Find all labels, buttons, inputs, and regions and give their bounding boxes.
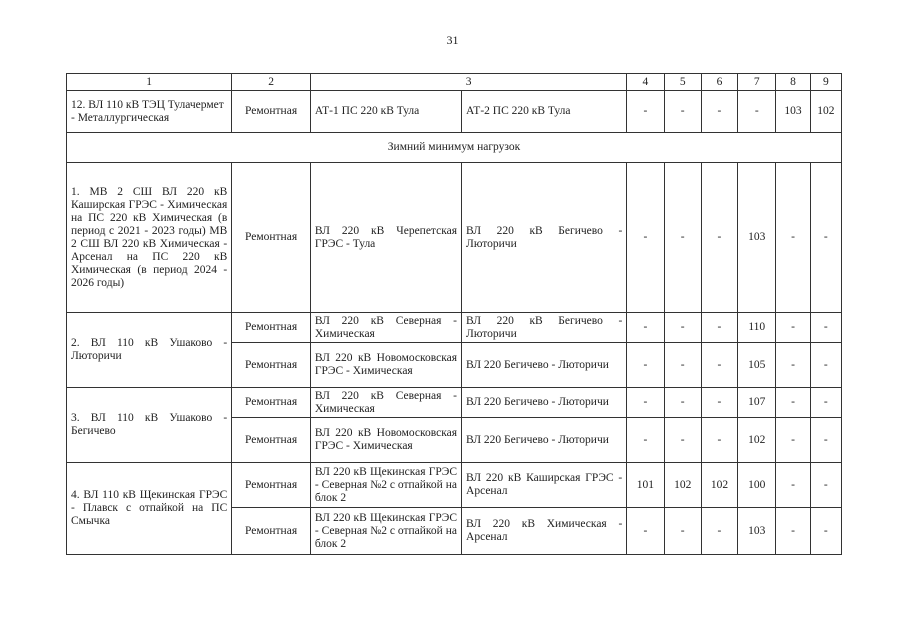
value-cell: - <box>810 388 841 418</box>
column-header: 6 <box>701 74 737 91</box>
scheme-cell: Ремонтная <box>232 508 311 555</box>
section-row <box>67 133 842 163</box>
disconnect-1-cell: АТ-1 ПС 220 кВ Тула <box>310 91 461 133</box>
value-cell: 105 <box>738 343 776 388</box>
value-cell: 102 <box>701 463 737 508</box>
disconnect-1-cell: ВЛ 220 кВ Новомосковская ГРЭС - Химическая <box>310 343 461 388</box>
disconnect-1-cell: ВЛ 220 кВ Щекинская ГРЭС - Северная №2 с отпайкой на блок 2 <box>310 463 461 508</box>
section-title: Зимний минимум нагрузок <box>67 133 842 163</box>
disconnect-1-cell: ВЛ 220 кВ Щекинская ГРЭС - Северная №2 с отпайкой на блок 2 <box>310 508 461 555</box>
value-cell: - <box>664 343 701 388</box>
disconnect-2-cell: ВЛ 220 кВ Бегичево - Люторичи <box>462 313 627 343</box>
value-cell: - <box>627 343 664 388</box>
value-cell: - <box>627 91 664 133</box>
column-header: 4 <box>627 74 664 91</box>
value-cell: 102 <box>810 91 841 133</box>
value-cell: - <box>738 91 776 133</box>
value-cell: - <box>810 163 841 313</box>
value-cell: - <box>776 313 810 343</box>
column-header: 7 <box>738 74 776 91</box>
page-number: 31 <box>446 33 459 47</box>
value-cell: - <box>776 508 810 555</box>
value-cell: - <box>776 418 810 463</box>
scheme-cell: Ремонтная <box>232 463 311 508</box>
value-cell: 101 <box>627 463 664 508</box>
disconnect-2-cell: ВЛ 220 Бегичево - Люторичи <box>462 388 627 418</box>
table-header-row <box>67 74 842 91</box>
disconnect-1-cell: ВЛ 220 кВ Новомосковская ГРЭС - Химическая <box>310 418 461 463</box>
disconnect-2-cell: ВЛ 220 Бегичево - Люторичи <box>462 418 627 463</box>
disconnect-2-cell: ВЛ 220 кВ Каширская ГРЭС - Арсенал <box>462 463 627 508</box>
disconnect-1-cell: ВЛ 220 кВ Северная - Химическая <box>310 388 461 418</box>
column-header: 1 <box>67 74 232 91</box>
scheme-cell: Ремонтная <box>232 91 311 133</box>
element-cell: 3. ВЛ 110 кВ Ушаково - Бегичево <box>67 388 232 463</box>
column-header: 8 <box>776 74 810 91</box>
column-header: 2 <box>232 74 311 91</box>
value-cell: - <box>664 91 701 133</box>
table-row <box>67 388 842 418</box>
value-cell: - <box>627 508 664 555</box>
value-cell: - <box>664 313 701 343</box>
value-cell: - <box>701 508 737 555</box>
value-cell: 102 <box>664 463 701 508</box>
value-cell: 103 <box>738 163 776 313</box>
value-cell: 103 <box>776 91 810 133</box>
value-cell: - <box>810 313 841 343</box>
value-cell: - <box>627 388 664 418</box>
value-cell: - <box>810 343 841 388</box>
scheme-cell: Ремонтная <box>232 313 311 343</box>
column-header: 9 <box>810 74 841 91</box>
disconnect-2-cell: АТ-2 ПС 220 кВ Тула <box>462 91 627 133</box>
value-cell: - <box>810 508 841 555</box>
value-cell: - <box>664 163 701 313</box>
operating-modes-table <box>66 73 842 555</box>
disconnect-2-cell: ВЛ 220 кВ Бегичево - Люторичи <box>462 163 627 313</box>
value-cell: - <box>701 388 737 418</box>
table-row <box>67 463 842 508</box>
element-cell: 12. ВЛ 110 кВ ТЭЦ Тулачермет - Металлургическая <box>67 91 232 133</box>
value-cell: - <box>810 463 841 508</box>
table-row <box>67 91 842 133</box>
value-cell: 107 <box>738 388 776 418</box>
value-cell: - <box>701 343 737 388</box>
value-cell: - <box>627 418 664 463</box>
scheme-cell: Ремонтная <box>232 388 311 418</box>
disconnect-1-cell: ВЛ 220 кВ Черепетская ГРЭС - Тула <box>310 163 461 313</box>
value-cell: - <box>701 163 737 313</box>
column-header: 5 <box>664 74 701 91</box>
disconnect-2-cell: ВЛ 220 Бегичево - Люторичи <box>462 343 627 388</box>
scheme-cell: Ремонтная <box>232 418 311 463</box>
value-cell: 102 <box>738 418 776 463</box>
value-cell: - <box>776 343 810 388</box>
value-cell: - <box>627 163 664 313</box>
scheme-cell: Ремонтная <box>232 163 311 313</box>
value-cell: - <box>776 463 810 508</box>
disconnect-2-cell: ВЛ 220 кВ Химическая - Арсенал <box>462 508 627 555</box>
table-row <box>67 313 842 343</box>
value-cell: - <box>776 388 810 418</box>
value-cell: 110 <box>738 313 776 343</box>
table-row <box>67 163 842 313</box>
value-cell: 103 <box>738 508 776 555</box>
value-cell: - <box>627 313 664 343</box>
element-cell: 1. МВ 2 СШ ВЛ 220 кВ Каширская ГРЭС - Химическая на ПС 220 кВ Химическая (в период с 2021 - 2023 годы) МВ 2 СШ ВЛ 220 кВ Химическая - Арсенал на ПС 220 кВ Химическая (в период 2024 - 2026 годы) <box>67 163 232 313</box>
value-cell: - <box>810 418 841 463</box>
scheme-cell: Ремонтная <box>232 343 311 388</box>
value-cell: 100 <box>738 463 776 508</box>
value-cell: - <box>776 163 810 313</box>
disconnect-1-cell: ВЛ 220 кВ Северная - Химическая <box>310 313 461 343</box>
value-cell: - <box>664 418 701 463</box>
value-cell: - <box>701 91 737 133</box>
value-cell: - <box>701 418 737 463</box>
value-cell: - <box>664 508 701 555</box>
element-cell: 4. ВЛ 110 кВ Щекинская ГРЭС - Плавск с отпайкой на ПС Смычка <box>67 463 232 555</box>
element-cell: 2. ВЛ 110 кВ Ушаково - Люторичи <box>67 313 232 388</box>
value-cell: - <box>701 313 737 343</box>
value-cell: - <box>664 388 701 418</box>
column-header: 3 <box>310 74 626 91</box>
